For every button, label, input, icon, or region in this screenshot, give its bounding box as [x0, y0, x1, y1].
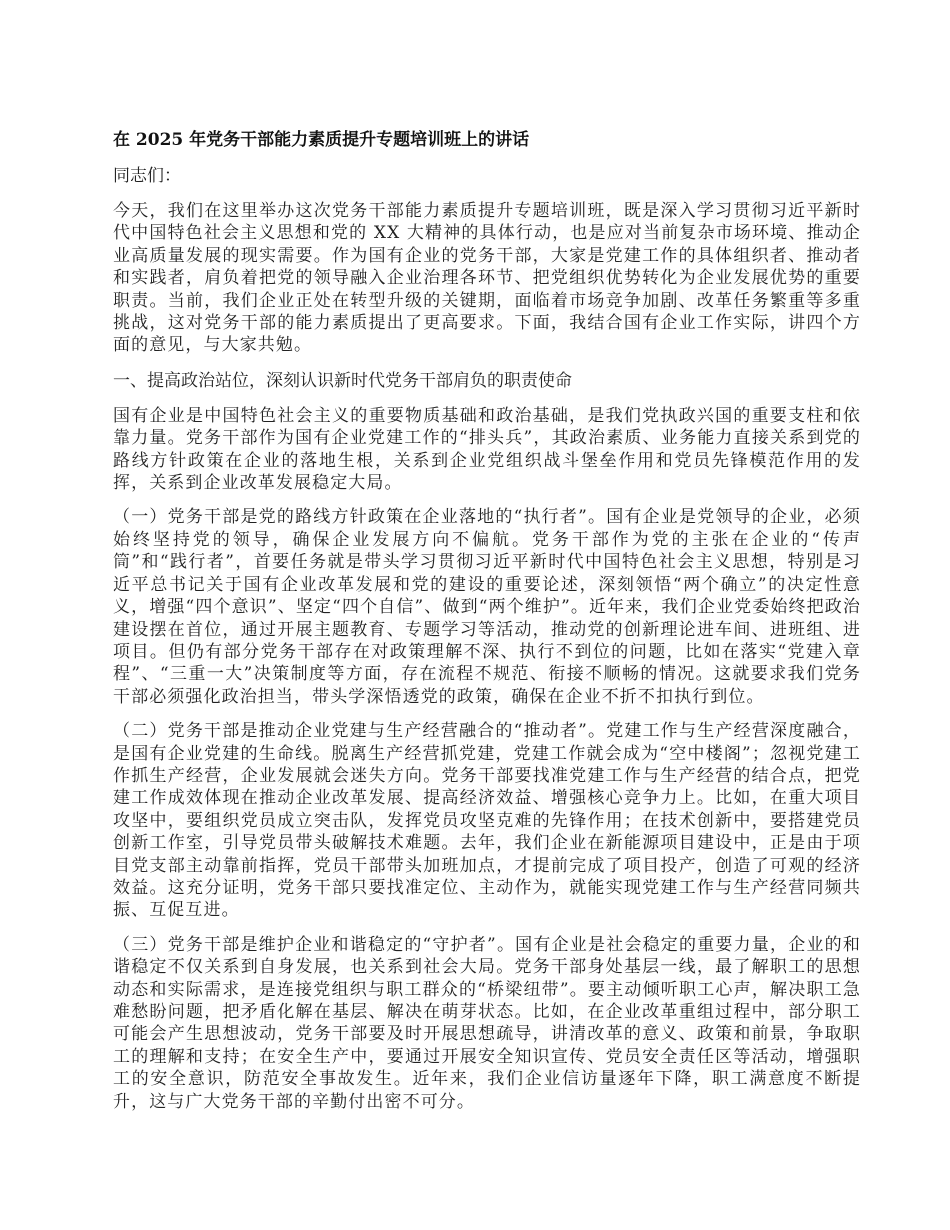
point-paragraph-1: （一）党务干部是党的路线方针政策在企业落地的“执行者”。国有企业是党领导的企业，必须始终坚持党的领导，确保企业发展方向不偏航。党务干部作为党的主张在企业的“传声筒”和“践行者”，首要任务就是带头学习贯彻习近平新时代中国特色社会主义思想，特别是习近平总书记关于国有企业改革发展和党的建设的重要论述，深刻领悟“两个确立”的决定性意义，增强“四个意识”、坚定“四个自信”、做到“两个维护”。近年来，我们企业党委始终把政治建设摆在首位，通过开展主题教育、专题学习等活动，推动党的创新理论进车间、进班组、进项目。但仍有部分党务干部存在对政策理解不深、执行不到位的问题，比如在落实“党建入章程”、“三重一大”决策制度等方面，存在流程不规范、衔接不顺畅的情况。这就要求我们党务干部必须强化政治担当，带头学深悟透党的政策，确保在企业不折不扣执行到位。 [113, 507, 861, 707]
salutation: 同志们： [113, 166, 181, 186]
point-paragraph-3: （三）党务干部是维护企业和谐稳定的“守护者”。国有企业是社会稳定的重要力量，企业的和谐稳定不仅关系到自身发展，也关系到社会大局。党务干部身处基层一线，最了解职工的思想动态和实际需求，是连接党组织与职工群众的“桥梁纽带”。要主动倾听职工心声，解决职工急难愁盼问题，把矛盾化解在基层、解决在萌芽状态。比如，在企业改革重组过程中，部分职工可能会产生思想波动，党务干部要及时开展思想疏导，讲清改革的意义、政策和前景，争取职工的理解和支持；在安全生产中，要通过开展安全知识宣传、党员安全责任区等活动，增强职工的安全意识，防范安全事故发生。近年来，我们企业信访量逐年下降，职工满意度不断提升，这与广大党务干部的辛勤付出密不可分。 [113, 934, 861, 1112]
document-title: 在 2025 年党务干部能力素质提升专题培训班上的讲话 [113, 130, 530, 150]
intro-paragraph: 今天，我们在这里举办这次党务干部能力素质提升专题培训班，既是深入学习贯彻习近平新时代中国特色社会主义思想和党的 XX 大精神的具体行动，也是应对当前复杂市场环境、推动企业高质量发展的现实需要。作为国有企业的党务干部，大家是党建工作的具体组织者、推动者和实践者，肩负着把党的领导融入企业治理各环节、把党组织优势转化为企业发展优势的重要职责。当前，我们企业正处在转型升级的关键期，面临着市场竞争加剧、改革任务繁重等多重挑战，这对党务干部的能力素质提出了更高要求。下面，我结合国有企业工作实际，讲四个方面的意见，与大家共勉。 [113, 201, 861, 356]
section-lead-paragraph: 国有企业是中国特色社会主义的重要物质基础和政治基础，是我们党执政兴国的重要支柱和依靠力量。党务干部作为国有企业党建工作的“排头兵”，其政治素质、业务能力直接关系到党的路线方针政策在企业的落地生根，关系到企业党组织战斗堡垒作用和党员先锋模范作用的发挥，关系到企业改革发展稳定大局。 [113, 405, 861, 494]
point-paragraph-2: （二）党务干部是推动企业党建与生产经营融合的“推动者”。党建工作与生产经营深度融合，是国有企业党建的生命线。脱离生产经营抓党建，党建工作就会成为“空中楼阁”；忽视党建工作抓生产经营，企业发展就会迷失方向。党务干部要找准党建工作与生产经营的结合点，把党建工作成效体现在推动企业改革发展、提高经济效益、增强核心竞争力上。比如，在重大项目攻坚中，要组织党员成立突击队，发挥党员攻坚克难的先锋作用；在技术创新中，要搭建党员创新工作室，引导党员带头破解技术难题。去年，我们企业在新能源项目建设中，正是由于项目党支部主动靠前指挥，党员干部带头加班加点，才提前完成了项目投产，创造了可观的经济效益。这充分证明，党务干部只要找准定位、主动作为，就能实现党建工作与生产经营同频共振、互促互进。 [113, 721, 861, 921]
section-heading: 一、提高政治站位，深刻认识新时代党务干部肩负的职责使命 [113, 370, 572, 391]
document-page [113, 128, 861, 1125]
